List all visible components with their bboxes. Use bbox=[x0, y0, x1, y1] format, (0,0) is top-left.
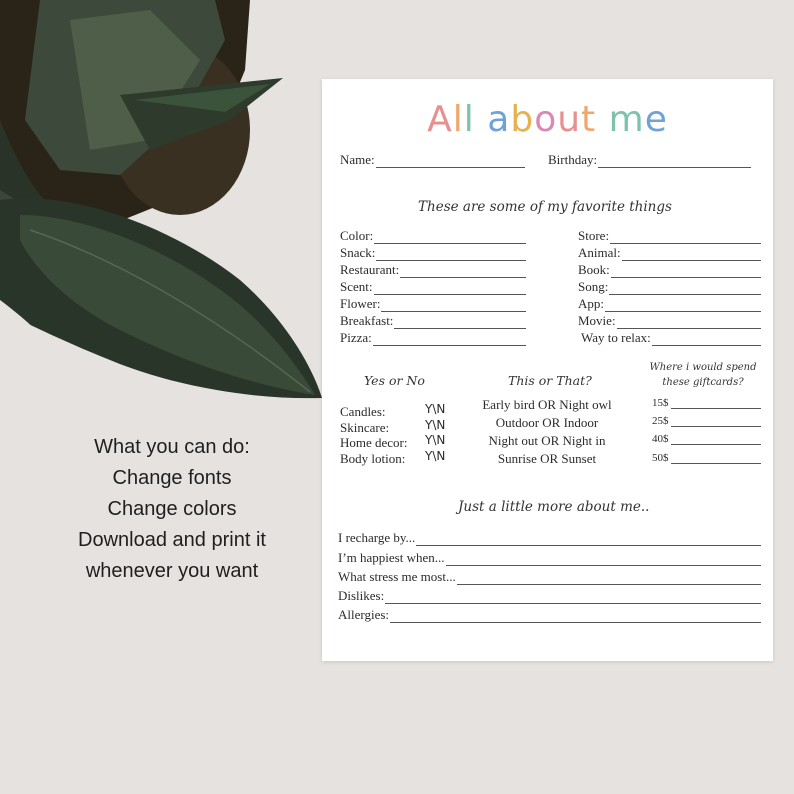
favorite-line bbox=[376, 249, 526, 261]
giftcard-line bbox=[671, 416, 762, 427]
favorite-field[interactable] bbox=[340, 330, 526, 346]
favorite-label: Breakfast: bbox=[340, 313, 394, 328]
favorite-label: Scent: bbox=[340, 279, 373, 294]
yes-no-item: Candles: bbox=[340, 404, 386, 419]
favorite-label: Snack: bbox=[340, 245, 376, 260]
more-about-me-label: What stress me most... bbox=[338, 569, 456, 584]
promo-text bbox=[40, 432, 304, 587]
giftcard-field[interactable] bbox=[652, 395, 761, 409]
birthday-field[interactable] bbox=[548, 152, 751, 168]
plant-photo bbox=[0, 0, 330, 420]
favorite-line bbox=[394, 317, 526, 329]
birthday-label: Birthday: bbox=[548, 152, 598, 167]
more-about-me-label: I’m happiest when... bbox=[338, 550, 445, 565]
favorite-label: Flower: bbox=[340, 296, 381, 311]
giftcards-heading bbox=[644, 360, 762, 390]
favorite-label: Pizza: bbox=[340, 330, 372, 345]
favorite-field[interactable] bbox=[340, 245, 526, 261]
favorite-field[interactable] bbox=[578, 313, 761, 329]
favorite-field[interactable] bbox=[578, 279, 761, 295]
favorite-line bbox=[622, 249, 761, 261]
favorite-field[interactable] bbox=[340, 313, 526, 329]
yes-no-item: Home decor: bbox=[340, 435, 408, 450]
favorite-label: Book: bbox=[578, 262, 610, 277]
yes-no-choice[interactable]: Y\N bbox=[425, 418, 446, 432]
yes-no-item: Skincare: bbox=[340, 420, 390, 435]
favorite-label: Way to relax: bbox=[581, 330, 651, 345]
giftcard-amount: 25$ bbox=[652, 415, 669, 427]
favorite-line bbox=[373, 334, 526, 346]
yes-no-choice[interactable]: Y\N bbox=[425, 402, 446, 416]
birthday-line bbox=[598, 156, 751, 168]
more-about-me-line bbox=[385, 592, 761, 604]
favorite-label: Store: bbox=[578, 228, 610, 243]
more-about-me-line bbox=[457, 573, 761, 585]
favorite-line bbox=[617, 317, 761, 329]
favorite-field[interactable] bbox=[578, 245, 761, 261]
this-or-that-item[interactable]: Outdoor OR Indoor bbox=[495, 415, 599, 430]
more-about-me-label: I recharge by... bbox=[338, 530, 416, 545]
favorite-line bbox=[381, 300, 526, 312]
favorite-label: Animal: bbox=[578, 245, 621, 260]
favorite-line bbox=[611, 266, 761, 278]
yes-no-choice[interactable]: Y\N bbox=[425, 433, 446, 447]
name-line bbox=[376, 156, 525, 168]
promo-line: Download and print it bbox=[78, 529, 266, 551]
this-or-that-item[interactable]: Sunrise OR Sunset bbox=[497, 451, 597, 466]
favorite-field[interactable] bbox=[340, 279, 526, 295]
giftcard-line bbox=[671, 398, 762, 409]
favorite-line bbox=[374, 232, 526, 244]
worksheet-page bbox=[322, 79, 773, 661]
favorite-field[interactable] bbox=[578, 228, 761, 244]
name-label: Name: bbox=[340, 152, 375, 167]
favorites-heading: These are some of my favorite things bbox=[418, 199, 672, 215]
giftcard-line bbox=[671, 434, 762, 445]
favorite-field[interactable] bbox=[340, 262, 526, 278]
giftcard-field[interactable] bbox=[652, 431, 761, 445]
favorite-field[interactable] bbox=[578, 296, 761, 312]
more-about-me-heading: Just a little more about me.. bbox=[458, 499, 650, 515]
worksheet-title bbox=[322, 99, 773, 140]
more-about-me-line bbox=[390, 611, 761, 623]
more-about-me-label: Allergies: bbox=[338, 607, 390, 622]
favorite-field[interactable] bbox=[578, 262, 761, 278]
more-about-me-field[interactable] bbox=[338, 607, 761, 623]
favorite-line bbox=[652, 334, 761, 346]
favorite-label: Movie: bbox=[578, 313, 616, 328]
favorite-label: Song: bbox=[578, 279, 609, 294]
yes-no-item: Body lotion: bbox=[340, 451, 406, 466]
more-about-me-field[interactable] bbox=[338, 550, 761, 566]
this-or-that-heading: This or That? bbox=[508, 373, 592, 388]
favorite-label: Restaurant: bbox=[340, 262, 400, 277]
more-about-me-label: Dislikes: bbox=[338, 588, 385, 603]
promo-line: whenever you want bbox=[85, 560, 259, 582]
giftcard-amount: 15$ bbox=[652, 397, 669, 409]
name-field[interactable] bbox=[340, 152, 525, 168]
giftcard-line bbox=[671, 453, 762, 464]
title-text: All about me bbox=[427, 99, 668, 140]
promo-line: What you can do: bbox=[94, 436, 250, 458]
favorite-line bbox=[605, 300, 761, 312]
promo-line: Change colors bbox=[107, 498, 237, 520]
more-about-me-line bbox=[446, 554, 761, 566]
favorite-line bbox=[609, 283, 761, 295]
favorite-label: App: bbox=[578, 296, 604, 311]
favorite-line bbox=[374, 283, 527, 295]
more-about-me-field[interactable] bbox=[338, 530, 761, 546]
more-about-me-field[interactable] bbox=[338, 569, 761, 585]
favorite-field[interactable] bbox=[581, 330, 761, 346]
yes-no-heading: Yes or No bbox=[364, 373, 425, 388]
more-about-me-line bbox=[416, 534, 761, 546]
giftcards-heading-line: these giftcards? bbox=[662, 377, 744, 388]
favorite-field[interactable] bbox=[340, 228, 526, 244]
giftcard-amount: 40$ bbox=[652, 433, 669, 445]
giftcard-field[interactable] bbox=[652, 450, 761, 464]
favorite-field[interactable] bbox=[340, 296, 526, 312]
favorite-line bbox=[400, 266, 526, 278]
giftcard-amount: 50$ bbox=[652, 452, 669, 464]
giftcard-field[interactable] bbox=[652, 413, 761, 427]
favorite-label: Color: bbox=[340, 228, 374, 243]
promo-line: Change fonts bbox=[112, 467, 232, 489]
more-about-me-field[interactable] bbox=[338, 588, 761, 604]
yes-no-choice[interactable]: Y\N bbox=[425, 449, 446, 463]
favorite-line bbox=[610, 232, 761, 244]
this-or-that-item[interactable]: Night out OR Night in bbox=[488, 433, 606, 448]
this-or-that-item[interactable]: Early bird OR Night owl bbox=[482, 397, 612, 412]
giftcards-heading-line: Where i would spend bbox=[649, 362, 757, 373]
